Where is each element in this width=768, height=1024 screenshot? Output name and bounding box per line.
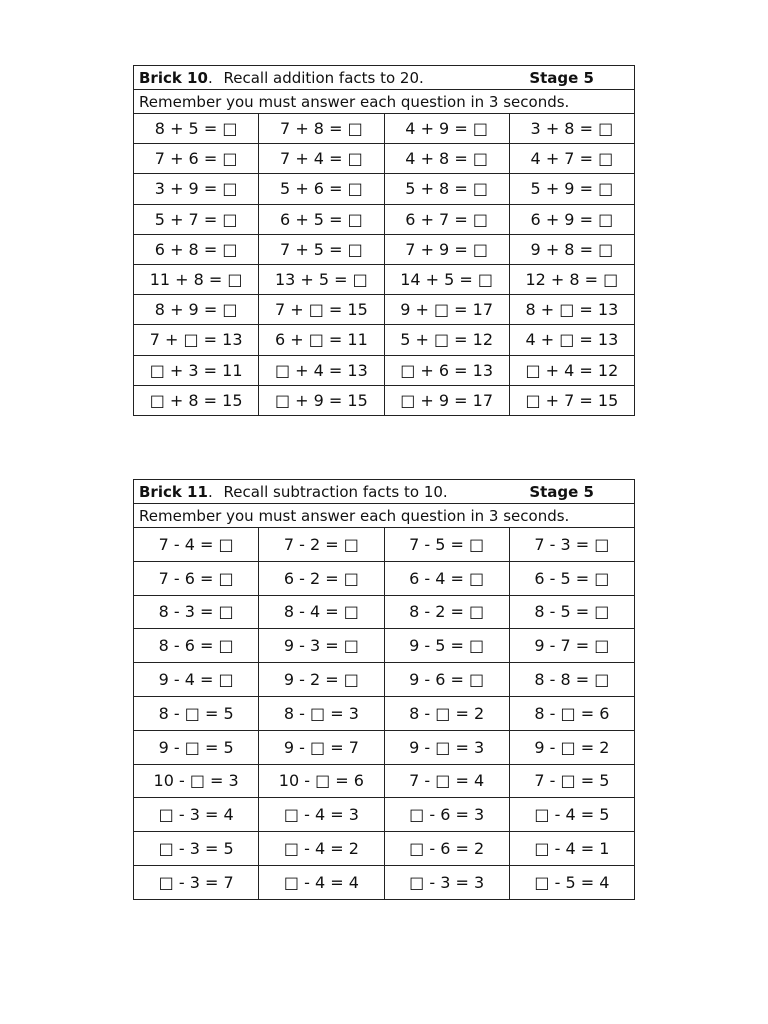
question-cell: □ - 3 = 5 bbox=[134, 832, 259, 866]
brick-instruction: Remember you must answer each question in 3 seconds. bbox=[134, 504, 635, 528]
question-cell: 8 - □ = 3 bbox=[259, 696, 384, 730]
question-cell: □ + 6 = 13 bbox=[384, 355, 509, 385]
question-cell: □ + 7 = 15 bbox=[509, 385, 634, 415]
question-row bbox=[134, 764, 635, 798]
question-cell: □ - 3 = 4 bbox=[134, 798, 259, 832]
question-cell: 7 + □ = 15 bbox=[259, 295, 384, 325]
question-cell: 7 - 4 = □ bbox=[134, 528, 259, 562]
question-cell: 8 - 3 = □ bbox=[134, 595, 259, 629]
question-cell: 9 - 7 = □ bbox=[509, 629, 634, 663]
question-cell: 9 + 8 = □ bbox=[509, 234, 634, 264]
question-row bbox=[134, 295, 635, 325]
question-cell: 7 - 3 = □ bbox=[509, 528, 634, 562]
question-cell: 8 - 6 = □ bbox=[134, 629, 259, 663]
question-cell: □ - 3 = 3 bbox=[384, 865, 509, 899]
question-cell: 8 - 2 = □ bbox=[384, 595, 509, 629]
brick-11-body bbox=[134, 480, 635, 900]
question-cell: 10 - □ = 3 bbox=[134, 764, 259, 798]
question-cell: 8 - □ = 6 bbox=[509, 696, 634, 730]
question-cell: □ + 9 = 15 bbox=[259, 385, 384, 415]
question-row bbox=[134, 355, 635, 385]
question-cell: 8 - 5 = □ bbox=[509, 595, 634, 629]
question-cell: 9 - 2 = □ bbox=[259, 663, 384, 697]
brick-10-title-cell: Brick 10. Recall addition facts to 20. Stage 5 bbox=[134, 66, 635, 90]
question-row bbox=[134, 385, 635, 415]
question-cell: 9 - □ = 7 bbox=[259, 730, 384, 764]
question-cell: □ - 3 = 7 bbox=[134, 865, 259, 899]
question-row bbox=[134, 865, 635, 899]
question-cell: □ + 4 = 13 bbox=[259, 355, 384, 385]
question-cell: 9 - 5 = □ bbox=[384, 629, 509, 663]
question-cell: 8 + 5 = □ bbox=[134, 114, 259, 144]
question-cell: 6 + 8 = □ bbox=[134, 234, 259, 264]
brick-instruction: Remember you must answer each question in 3 seconds. bbox=[134, 90, 635, 114]
question-row bbox=[134, 325, 635, 355]
brick-title: Recall subtraction facts to 10. bbox=[223, 482, 448, 501]
question-row bbox=[134, 730, 635, 764]
question-cell: □ - 6 = 2 bbox=[384, 832, 509, 866]
question-cell: 12 + 8 = □ bbox=[509, 264, 634, 294]
question-cell: 10 - □ = 6 bbox=[259, 764, 384, 798]
question-row bbox=[134, 561, 635, 595]
brick-11-title-row bbox=[134, 480, 635, 504]
question-row bbox=[134, 114, 635, 144]
question-cell: 6 - 2 = □ bbox=[259, 561, 384, 595]
question-cell: □ - 4 = 3 bbox=[259, 798, 384, 832]
question-cell: 8 - □ = 5 bbox=[134, 696, 259, 730]
question-cell: 6 - 4 = □ bbox=[384, 561, 509, 595]
question-cell: 7 - 5 = □ bbox=[384, 528, 509, 562]
question-cell: 6 + 9 = □ bbox=[509, 204, 634, 234]
question-cell: 7 - □ = 5 bbox=[509, 764, 634, 798]
question-cell: 9 - 4 = □ bbox=[134, 663, 259, 697]
brick-11-table bbox=[133, 479, 635, 900]
brick-number: Brick 10 bbox=[139, 68, 208, 87]
question-cell: 4 + □ = 13 bbox=[509, 325, 634, 355]
question-cell: 7 - 2 = □ bbox=[259, 528, 384, 562]
question-cell: □ - 4 = 2 bbox=[259, 832, 384, 866]
question-cell: 8 - □ = 2 bbox=[384, 696, 509, 730]
question-row bbox=[134, 204, 635, 234]
question-cell: 7 + □ = 13 bbox=[134, 325, 259, 355]
question-cell: 6 + □ = 11 bbox=[259, 325, 384, 355]
question-row bbox=[134, 528, 635, 562]
question-cell: 7 + 8 = □ bbox=[259, 114, 384, 144]
question-cell: 9 - 3 = □ bbox=[259, 629, 384, 663]
question-cell: □ - 6 = 3 bbox=[384, 798, 509, 832]
question-cell: 7 + 4 = □ bbox=[259, 144, 384, 174]
question-cell: 11 + 8 = □ bbox=[134, 264, 259, 294]
question-row bbox=[134, 234, 635, 264]
brick-11-instruction-row bbox=[134, 504, 635, 528]
question-cell: □ + 3 = 11 bbox=[134, 355, 259, 385]
question-cell: 9 - □ = 2 bbox=[509, 730, 634, 764]
brick-10-title-row bbox=[134, 66, 635, 90]
question-cell: 3 + 9 = □ bbox=[134, 174, 259, 204]
question-cell: 6 - 5 = □ bbox=[509, 561, 634, 595]
question-cell: 8 + □ = 13 bbox=[509, 295, 634, 325]
question-row bbox=[134, 264, 635, 294]
brick-10-table bbox=[133, 65, 635, 416]
question-cell: 6 + 5 = □ bbox=[259, 204, 384, 234]
question-cell: 9 + □ = 17 bbox=[384, 295, 509, 325]
brick-title: Recall addition facts to 20. bbox=[223, 68, 424, 87]
question-cell: 4 + 8 = □ bbox=[384, 144, 509, 174]
brick-10-body bbox=[134, 66, 635, 416]
question-row bbox=[134, 798, 635, 832]
question-cell: 4 + 9 = □ bbox=[384, 114, 509, 144]
question-row bbox=[134, 832, 635, 866]
question-row bbox=[134, 174, 635, 204]
question-cell: 3 + 8 = □ bbox=[509, 114, 634, 144]
question-cell: 5 + 8 = □ bbox=[384, 174, 509, 204]
question-cell: 7 - 6 = □ bbox=[134, 561, 259, 595]
question-cell: 7 + 6 = □ bbox=[134, 144, 259, 174]
question-cell: 5 + 9 = □ bbox=[509, 174, 634, 204]
question-cell: 14 + 5 = □ bbox=[384, 264, 509, 294]
question-cell: 8 - 8 = □ bbox=[509, 663, 634, 697]
question-cell: □ - 4 = 1 bbox=[509, 832, 634, 866]
question-cell: 7 + 9 = □ bbox=[384, 234, 509, 264]
question-cell: 8 + 9 = □ bbox=[134, 295, 259, 325]
question-cell: 8 - 4 = □ bbox=[259, 595, 384, 629]
stage-label: Stage 5 bbox=[529, 68, 594, 87]
question-cell: 5 + 7 = □ bbox=[134, 204, 259, 234]
brick-11-title-cell: Brick 11. Recall subtraction facts to 10. Stage 5 bbox=[134, 480, 635, 504]
question-cell: 7 + 5 = □ bbox=[259, 234, 384, 264]
brick-number: Brick 11 bbox=[139, 482, 208, 501]
brick-10-instruction-row bbox=[134, 90, 635, 114]
question-cell: □ + 9 = 17 bbox=[384, 385, 509, 415]
question-cell: 5 + 6 = □ bbox=[259, 174, 384, 204]
question-cell: 9 - □ = 3 bbox=[384, 730, 509, 764]
question-row bbox=[134, 595, 635, 629]
question-row bbox=[134, 629, 635, 663]
question-cell: 4 + 7 = □ bbox=[509, 144, 634, 174]
question-cell: □ - 4 = 4 bbox=[259, 865, 384, 899]
question-cell: □ + 8 = 15 bbox=[134, 385, 259, 415]
question-cell: 9 - 6 = □ bbox=[384, 663, 509, 697]
question-cell: 6 + 7 = □ bbox=[384, 204, 509, 234]
question-cell: □ - 4 = 5 bbox=[509, 798, 634, 832]
question-cell: 13 + 5 = □ bbox=[259, 264, 384, 294]
question-cell: 5 + □ = 12 bbox=[384, 325, 509, 355]
question-row bbox=[134, 663, 635, 697]
question-cell: □ + 4 = 12 bbox=[509, 355, 634, 385]
question-cell: □ - 5 = 4 bbox=[509, 865, 634, 899]
question-cell: 9 - □ = 5 bbox=[134, 730, 259, 764]
question-row bbox=[134, 696, 635, 730]
question-cell: 7 - □ = 4 bbox=[384, 764, 509, 798]
question-row bbox=[134, 144, 635, 174]
stage-label: Stage 5 bbox=[529, 482, 594, 501]
